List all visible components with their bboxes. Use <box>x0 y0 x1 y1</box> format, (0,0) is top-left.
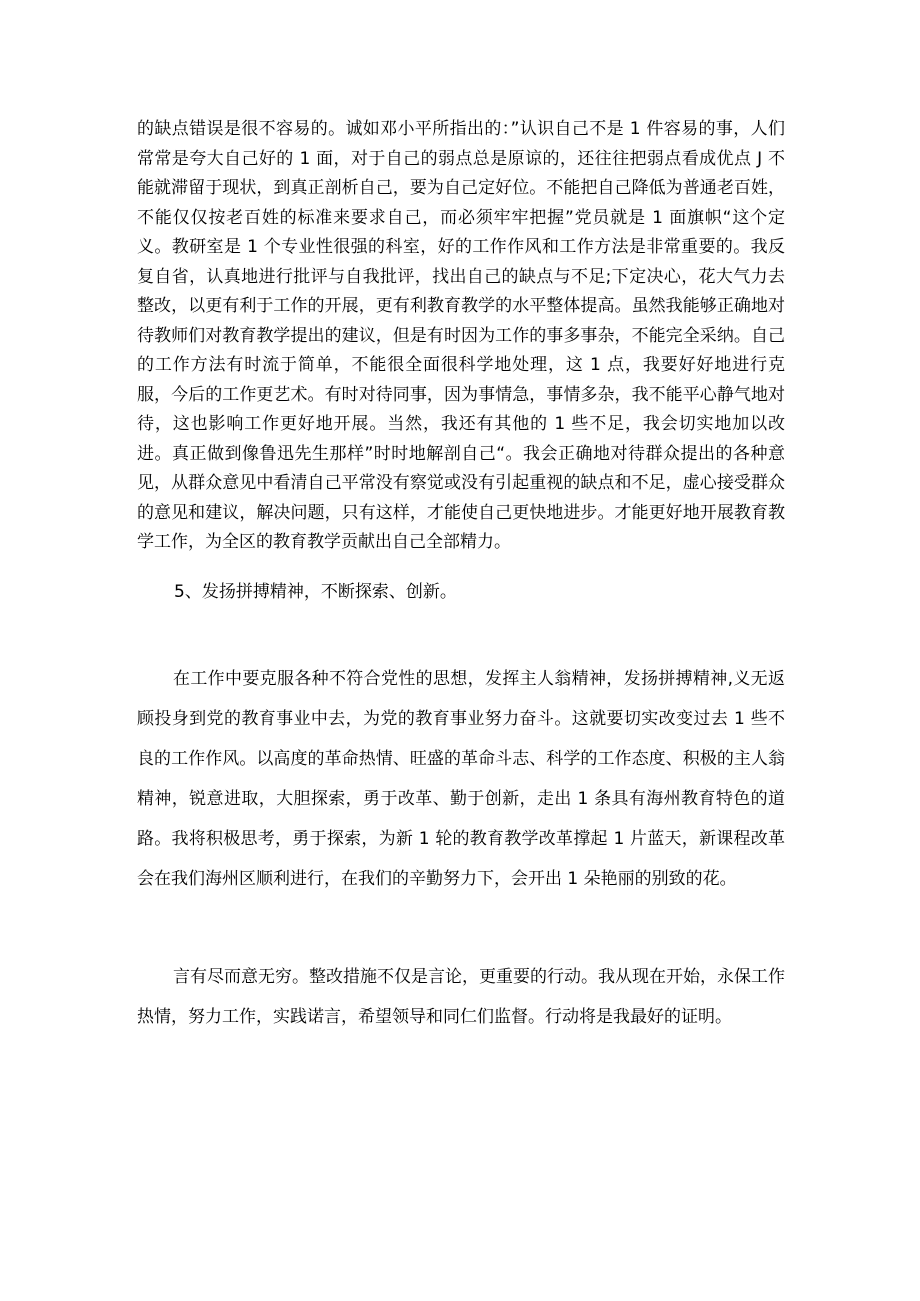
section-heading-5: 5、发扬拼搏精神，不断探索、创新。 <box>174 582 457 602</box>
paragraph-work-spirit: 在工作中要克服各种不符合党性的思想，发挥主人翁精神，发扬拼搏精神,义无返顾投身到党的教育事业中去，为党的教育事业努力奋斗。这就要切实改变过去 1 些不良的工作作风。以高度的革命热情、旺盛的革命斗志、科学的工作态度、积极的主人翁精神，锐意进取，大胆探索，勇于改革、勤于创新，走出 1 条具有海州教育特色的道路。我将积极思考，勇于探索，为新 1 轮的教育教学改革撑起 1 片蓝天，新课程改革会在我们海州区顺利进行，在我们的辛勤努力下，会开出 1 朵艳丽的别致的花。 <box>137 669 785 889</box>
paragraph-continued: 的缺点错误是很不容易的。诚如邓小平所指出的：”认识自己不是 1 件容易的事，人们常常是夸大自己好的 1 面，对于自己的弱点总是原谅的，还往往把弱点看成优点 J 不能就滞留于现状，到真正剖析自己，要为自己定好位。不能把自己降低为普通老百姓，不能仅仅按老百姓的标准来要求自己，而必须牢牢把握”党员就是 1 面旗帜“这个定义。教研室是 1 个专业性很强的科室，好的工作作风和工作方法是非常重要的。我反复自省，认真地进行批评与自我批评，找出自己的缺点与不足;下定决心，花大气力去整改，以更有利于工作的开展，更有利教育教学的水平整体提高。虽然我能够正确地对待教师们对教育教学提出的建议，但是有时因为工作的事多事杂，不能完全采纳。自己的工作方法有时流于简单，不能很全面很科学地处理，这 1 点，我要好好地进行克服，今后的工作更艺术。有时对待同事，因为事情急，事情多杂，我不能平心静气地对待，这也影响工作更好地开展。当然，我还有其他的 1 些不足，我会切实地加以改进。真正做到像鲁迅先生那样”时时地解剖自己“。我会正确地对待群众提出的各种意见，从群众意见中看清自己平常没有察觉或没有引起重视的缺点和不足，虚心接受群众的意见和建议，解决问题，只有这样，才能使自己更快地进步。才能更好地开展教育教学工作，为全区的教育教学贡献出自己全部精力。 <box>137 119 785 552</box>
paragraph-closing: 言有尽而意无穷。整改措施不仅是言论，更重要的行动。我从现在开始，永保工作热情，努力工作，实践诺言，希望领导和同仁们监督。行动将是我最好的证明。 <box>137 967 785 1027</box>
